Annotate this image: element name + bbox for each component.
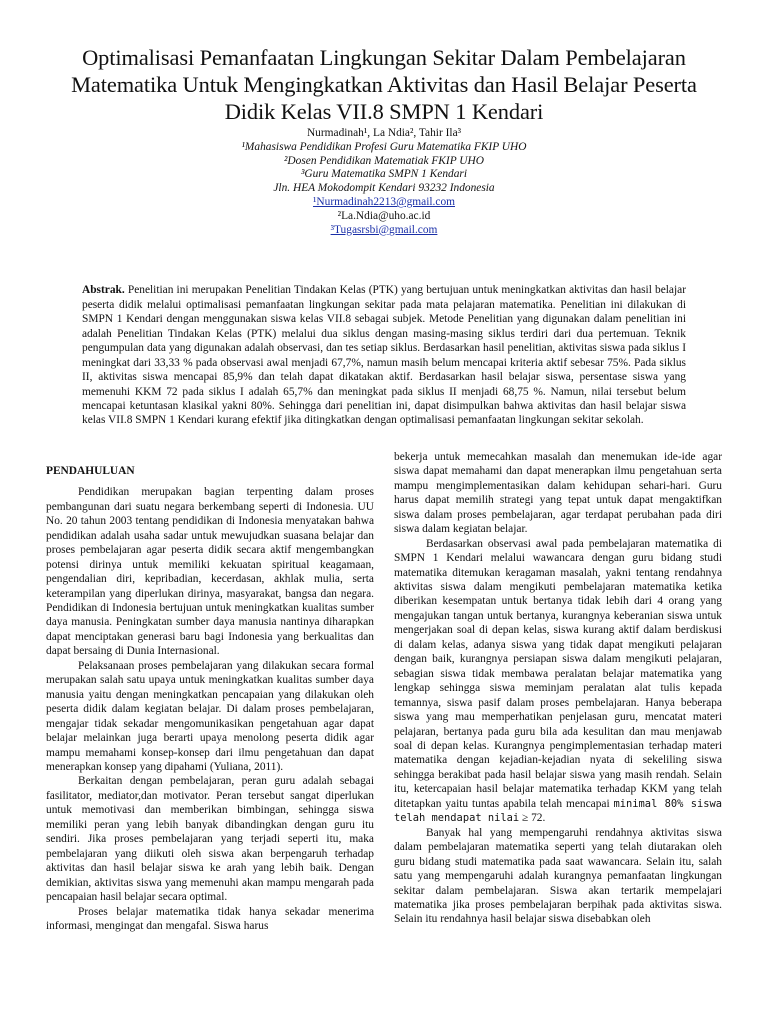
abstract-label: Abstrak. [82,284,125,297]
abstract-text: Penelitian ini merupakan Penelitian Tindakan Kelas (PTK) yang bertujuan untuk meningkatkan aktivitas dan hasil belajar peserta didik melalui optimalisasi pemanfaatan lingkungan sekitar pada mata pelajaran matematika. Penelitian ini dilakukan di SMPN 1 Kendari dengan menggunakan siswa kelas VII.8 sebagai subjek. Metode Penelitian yang digunakan dalam penelitian ini adalah Penelitian Tindakan Kelas (PTK) melalui dua siklus dengan masing-masing siklus terdiri dari dua pertemuan. Teknik pengumpulan data yang digunakan adalah observasi, dan tes setiap siklus. Berdasarkan hasil penelitian, aktivitas siswa pada siklus I meningkat dari 33,33 % pada observasi awal menjadi 67,7%, namun masih belum mencapai kriteria aktif sebesar 75%. Pada siklus II, aktivitas siswa mencapai 85,9% dan telah dapat dikatakan aktif. Berdasarkan hasil belajar siswa, persentase siswa yang memenuhi KKM 72 pada siklus I adalah 65,7% dan meningkat pada siklus II menjadi 68,75 %. Namun, nilai tersebut belum mencapai ketuntasan klasikal yakni 80%. Sehingga dari penelitian ini, dapat disimpulkan bahwa aktivitas dan hasil belajar siswa kelas VII.8 SMPN 1 Kendari kurang efektif jika ditingkatkan dengan optimalisasi pemanfaatan lingkungan sekitar sekolah. [82,284,686,427]
email-2: ²La.Ndia@uho.ac.id [337,209,431,222]
paragraph: bekerja untuk memecahkan masalah dan menemukan ide-ide agar siswa dapat memahami dan dapat menerapkan ilmu pengetahuan serta mampu mengimplementasikan dalam kehidupan sehari-hari. Guru harus dapat memilih strategi yang tepat untuk dapat mengaktifkan siswa dalam proses pembelajaran, agar terdapat perubahan pada diri siswa dalam kegiatan belajar. [394,450,722,536]
author-block [46,127,722,237]
kkm-threshold: ≥ 72. [519,812,546,825]
email-link-1[interactable]: ¹Nurmadinah2213@gmail.com [312,195,456,208]
body-columns [46,450,722,934]
affiliation-3: ³Guru Matematika SMPN 1 Kendari [300,168,468,181]
left-column [46,450,374,934]
section-heading: PENDAHULUAN [46,464,135,477]
author-names: Nurmadinah¹, La Ndia², Tahir Ila³ [306,127,462,139]
email-link-3[interactable]: ³Tugasrsbi@gmail.com [330,223,438,236]
affiliation-1: ¹Mahasiswa Pendidikan Profesi Guru Matematika FKIP UHO [241,140,527,153]
paragraph: Pendidikan merupakan bagian terpenting dalam proses pembangunan dari suatu negara berkembang seperti di Indonesia. UU No. 20 tahun 2003 tentang pendidikan di Indonesia menyatakan bahwa pendidikan adalah usaha sadar untuk mewujudkan suasana belajar dan proses pembelajaran agar peserta didik secara aktif mengembangkan potensi dirinya untuk memiliki kekuatan spiritual keagamaan, pengendalian diri, kepribadian, kecerdasan, akhlak mulia, serta keterampilan yang diperlukan dirinya, masyarakat, bangsa dan negara. Pendidikan di Indonesia bertujuan untuk meningkatkan kualitas sumber daya manusia. Peningkatan sumber daya manusia nantinya diharapkan dapat menciptakan generasi baru bagi Indonesia yang berkualitas dan dapat bersaing di Dunia Internasional. [46,486,374,658]
right-column [394,450,722,934]
address: Jln. HEA Mokodompit Kendari 93232 Indonesia [273,182,495,195]
paragraph: Berkaitan dengan pembelajaran, peran guru adalah sebagai fasilitator, mediator,dan motivator. Peran tersebut sangat diperlukan untuk memotivasi dan memberikan bimbingan, sehingga siswa memiliki peran yang lebih banyak dibandingkan dengan guru itu sendiri. Jika proses pembelajaran yang terjadi seperti itu, maka pembelajaran yang diikuti oleh siswa akan berpengaruh terhadap aktivitas dan hasil belajar siswa ke arah yang lebih baik. Dengan demikian, aktivitas siswa yang memenuhi akan mampu mengarah pada pencapaian hasil belajar secara optimal. [46,775,374,904]
paper-title: Optimalisasi Pemanfaatan Lingkungan Sekitar Dalam Pembelajaran Matematika Untuk Mengingkatkan Aktivitas dan Hasil Belajar Peserta Didik Kelas VII.8 SMPN 1 Kendari [71,45,697,124]
paragraph: Banyak hal yang mempengaruhi rendahnya aktivitas siswa dalam pembelajaran matematika seperti yang telah diutarakan oleh guru bidang studi matematika pada saat wawancara. Selain itu, salah satu yang mempengaruhi adalah kurangnya pemanfaatan lingkungan sekitar dalam pembelajaran. Siswa akan tertarik mempelajari matematika jika proses pembelajaran berpihak pada aktivitas siswa. Selain itu rendahnya hasil belajar siswa disebabkan oleh [394,826,722,926]
paragraph: Proses belajar matematika tidak hanya sekadar menerima informasi, mengingat dan mengafal. Siswa harus [46,905,374,932]
kkm-criterion-text: minimal 80% siswa telah mendapat nilai [394,797,722,825]
paragraph: Pelaksanaan proses pembelajaran yang dilakukan secara formal merupakan salah satu upaya untuk meningkatkan kualitas sumber daya manusia yaitu dengan meningkatkan pencapaian yang dilakukan oleh peserta didik dalam kegiatan belajar. Di dalam proses pembelajaran, mengajar tidak sekadar mengomunikasikan pengetahuan agar dapat belajar melainkan juga berarti upaya menolong peserta didik agar mampu memahami konsep-konsep dari ilmu pengetahuan dan dapat menerapkan konsep yang dipahami (Yuliana, 2011). [46,659,374,773]
paragraph [394,537,722,826]
paragraph-text: Berdasarkan observasi awal pada pembelajaran matematika di SMPN 1 Kendari melalui wawancara dengan guru bidang studi matematika ditemukan keragaman masalah, yakni tentang rendahnya aktivitas siswa dalam mengikuti pembelajaran matematika ketika diberikan kesempatan untuk bertanya tidak lebih dari 4 orang yang mengajukan tangan untuk bertanya, kurangnya keberanian siswa untuk mengerjakan soal di depan kelas, siswa kurang aktif dalam berdiskusi di dalam kelas, adanya siswa yang tidak dapat mengikuti pelajaran dengan baik, kurangnya persiapan siswa dalam mengikuti pelajaran, sebagian siswa tidak membawa peralatan belajar matematika yang lengkap sehingga siswa meminjam peralatan alat tulis kepada temannya, siswa pasif dalam proses pembelajaran. Hanya beberapa siswa yang mau memperhatikan penjelasan guru, mencatat materi pelajaran, bertanya pada guru bila ada kesulitan dan mau menjawab soal di depan kelas. Kurangnya pengimplementasian terhadap materi matematika dengan kejadian-kejadian nyata di sekeliling siswa sehingga berakibat pada hasil belajar siswa yang masih rendah. Selain itu, ketercapaian hasil belajar matematika terhadap KKM yang telah ditetapkan yaitu tuntas apabila telah mencapai [394,537,722,810]
abstract [82,283,686,428]
affiliation-2: ²Dosen Pendidikan Matematiak FKIP UHO [284,154,484,167]
